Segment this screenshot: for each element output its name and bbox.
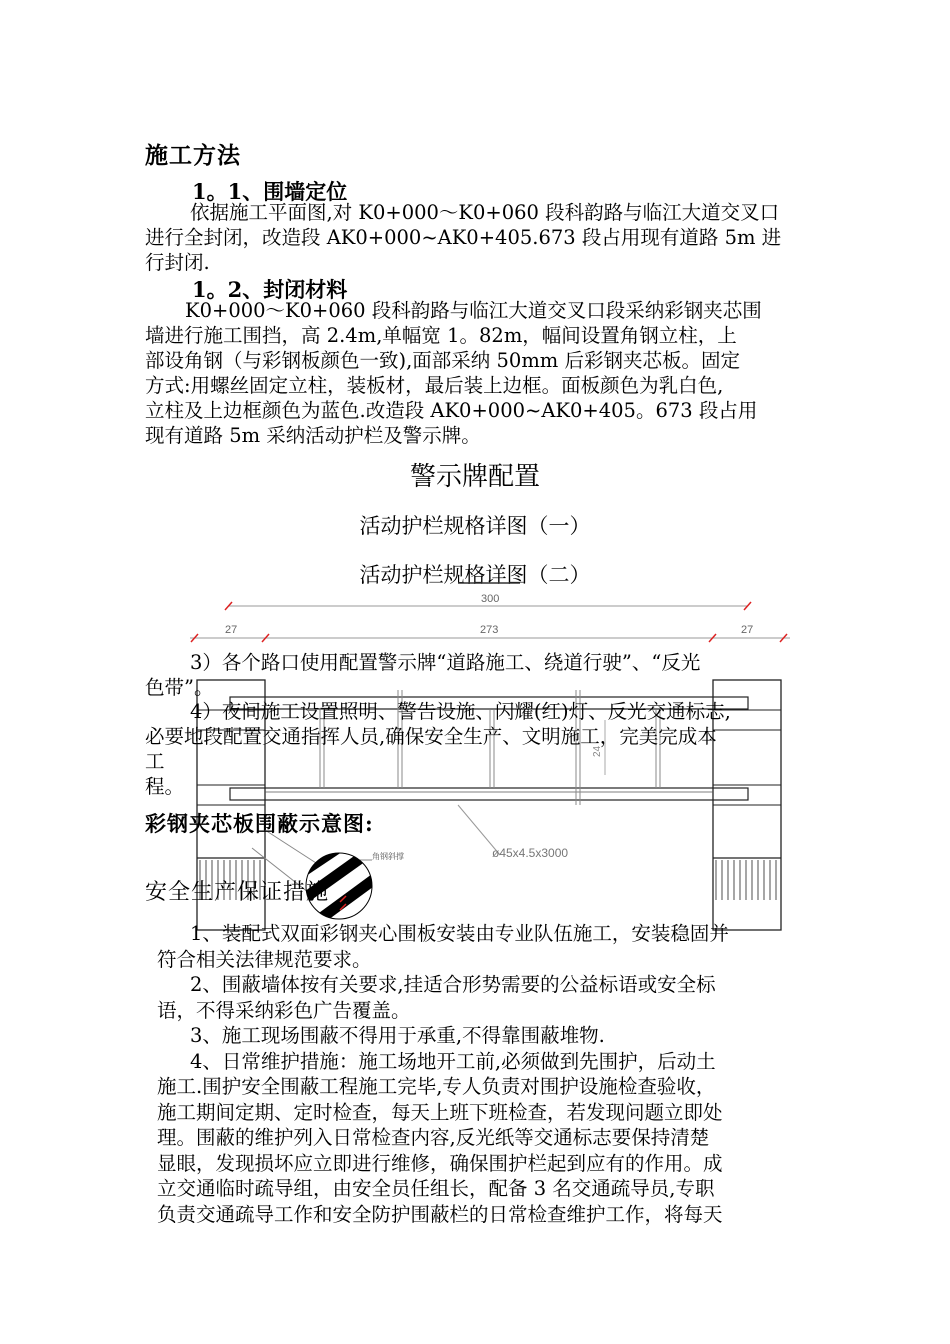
text-line: 显眼，发现损坏应立即进行维修，确保围护栏起到应有的作用。成 — [157, 1151, 723, 1175]
paragraph-wall-positioning — [145, 200, 781, 275]
text-line: 施工期间定期、定时检查，每天上班下班检查，若发现问题立即处 — [157, 1100, 723, 1124]
dimension-label-mid: 273 — [480, 624, 499, 636]
dimension-label-total: 300 — [481, 593, 500, 605]
section-title-construction-method: 施工方法 — [145, 142, 241, 169]
caption-barrier-detail-1: 活动护栏规格详图（一） — [359, 514, 591, 538]
text-line: 墙进行施工围挡，高 2.4m,单幅宽 1。82m，幅间设置角钢立柱，上 — [145, 324, 737, 347]
subheading-wall-positioning: 1。1、围墙定位 — [192, 179, 348, 204]
section-title-panel-diagram: 彩钢夹芯板围蔽示意图: — [145, 811, 374, 836]
subheading-closure-materials: 1。2、封闭材料 — [192, 277, 348, 302]
text-line: 4）夜间施工设置照明、警告设施、闪耀(红)灯、反光交通标志, — [190, 700, 731, 723]
text-line: 4、日常维护措施：施工场地开工前,必须做到先围护，后动土 — [190, 1049, 716, 1073]
brace-label: 角钢斜撑 — [372, 852, 404, 861]
text-line: 立交通临时疏导组，由安全员任组长，配备 3 名交通疏导员,专职 — [157, 1177, 715, 1200]
text-line: 施工.围护安全围蔽工程施工完毕,专人负责对围护设施检查验收， — [157, 1075, 716, 1098]
dimension-label-right: 27 — [741, 624, 754, 636]
text-line: 负责交通疏导工作和安全防护围蔽栏的日常检查维护工作，将每天 — [157, 1202, 723, 1226]
text-line: 部设角钢（与彩钢板颜色一致),面部采纳 50mm 后彩钢夹芯板。固定 — [145, 349, 740, 372]
caption-barrier-detail-2: 活动护栏规格详图（二） — [359, 563, 591, 587]
paragraph-closure-materials — [145, 298, 762, 448]
text-line: 符合相关法律规范要求。 — [157, 947, 372, 971]
text-line: 现有道路 5m 采纳活动护栏及警示牌。 — [145, 424, 481, 447]
pipe-spec-label: ø45x4.5x3000 — [492, 846, 569, 860]
paragraph-safety-measures — [157, 921, 729, 1227]
note-item-4 — [145, 699, 731, 799]
text-line: 工 — [145, 750, 165, 773]
text-line: K0+000～K0+060 段科韵路与临江大道交叉口段采纳彩钢夹芯围 — [185, 299, 762, 322]
text-line: 立柱及上边框颜色为蓝色.改造段 AK0+000~AK0+405。673 段占用 — [145, 399, 758, 422]
text-line: 依据施工平面图,对 K0+000～K0+060 段科韵路与临江大道交叉口 — [190, 201, 780, 224]
section-title-safety-measures: 安全生产保证措施 — [145, 880, 330, 905]
text-line: 进行全封闭，改造段 AK0+000~AK0+405.673 段占用现有道路 5m 进 — [145, 226, 782, 249]
text-line: 3、施工现场围蔽不得用于承重,不得靠围蔽堆物. — [190, 1024, 605, 1047]
text-line: 1、装配式双面彩钢夹心围板安装由专业队伍施工，安装稳固并 — [190, 922, 729, 945]
text-line: 程。 — [145, 775, 185, 798]
text-line: 色带”。 — [145, 676, 214, 699]
text-line: 方式:用螺丝固定立柱，装板材，最后装上边框。面板颜色为乳白色, — [145, 374, 724, 397]
dimension-label-height: 24 — [592, 745, 603, 757]
note-item-3 — [145, 650, 700, 700]
caption-warning-config: 警示牌配置 — [409, 462, 540, 492]
text-line: 理。围蔽的维护列入日常检查内容,反光纸等交通标志要保持清楚 — [157, 1126, 710, 1149]
text-line: 语，不得采纳彩色广告覆盖。 — [157, 998, 411, 1022]
text-line: 3）各个路口使用配置警示牌“道路施工、绕道行驶”、“反光 — [190, 651, 701, 674]
text-line: 2、围蔽墙体按有关要求,挂适合形势需要的公益标语或安全标 — [190, 973, 716, 996]
text-line: 行封闭. — [145, 251, 210, 274]
dimension-label-left: 27 — [225, 624, 238, 636]
text-line: 必要地段配置交通指挥人员,确保安全生产、文明施工，完美完成本 — [145, 725, 717, 748]
